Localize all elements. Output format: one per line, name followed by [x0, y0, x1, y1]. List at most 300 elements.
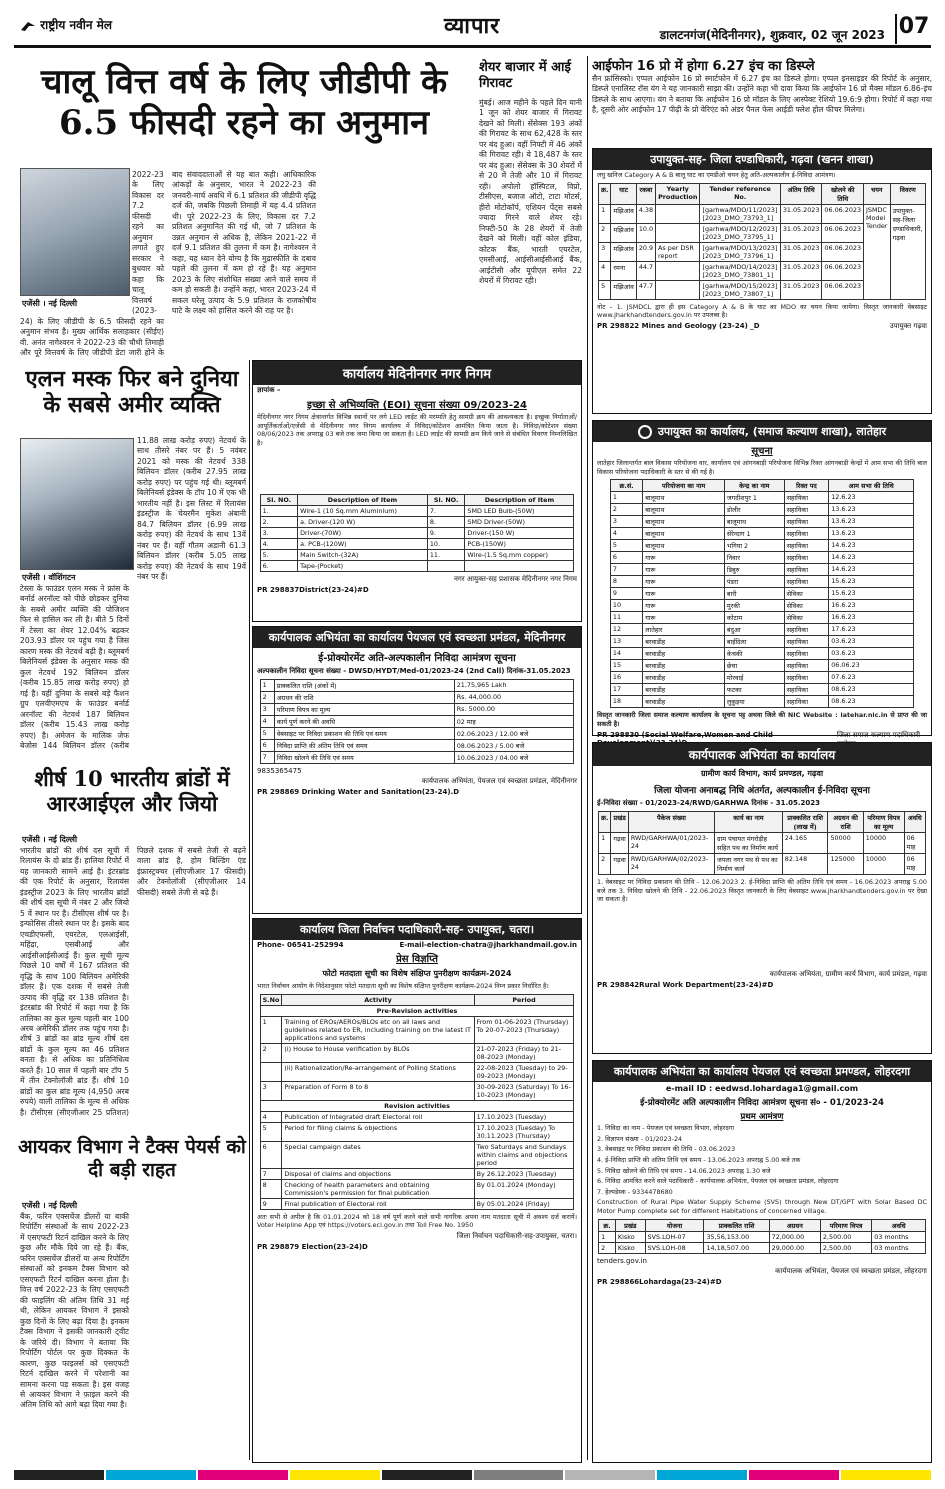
bird-logo-icon: [20, 20, 36, 32]
table-row: [260, 752, 574, 764]
column-header: परिमाण विपत्र का मूल्य: [863, 812, 904, 833]
table-cell: 16.6.23: [829, 600, 914, 612]
photo-spacer: [20, 436, 136, 584]
table-cell: [656, 223, 700, 242]
ad-point: 6. निविदा आमंत्रित करने वाले पदाधिकारी - कार्यपालक अभियंता, पेयजल एवं स्वच्छता प्रमंडल, लोहरदगा: [597, 1177, 839, 1186]
table-cell: जपला नगर पथ से पथ का निर्माण कार्य: [715, 854, 783, 875]
table-cell: 10.: [427, 539, 465, 550]
table-cell: 2: [599, 854, 611, 875]
table-cell: 3: [260, 704, 274, 716]
table-cell: Period for filing claims & objections: [282, 1122, 474, 1141]
table-cell: 17.6.23: [829, 624, 914, 636]
table-cell: कोटाम: [724, 612, 784, 624]
table-cell: (i) House to House verification by BLOs: [282, 1043, 474, 1062]
table-cell: सहायिका: [784, 648, 829, 660]
table-cell: गारू: [643, 600, 725, 612]
table-cell: 15: [610, 660, 642, 672]
ad-website: tenders.gov.in: [597, 1256, 647, 1265]
table-cell: By 01.01.2024 (Monday): [474, 1179, 574, 1198]
table-cell: 11.: [427, 550, 465, 561]
table-cell: 17.10.2023 (Tuesday) To 30.11.2023 (Thursday): [474, 1122, 574, 1141]
column-header: प्रखंड: [611, 812, 628, 833]
table-cell: अग्रधन की राशि: [274, 692, 454, 704]
ad-points: [593, 1123, 931, 1197]
table-cell: 47.7: [636, 280, 655, 299]
table-cell: 2,500.00: [820, 1242, 871, 1253]
table-cell: सहायिका: [784, 528, 829, 540]
table-cell: सहायिका: [784, 624, 829, 636]
table-header: [260, 994, 574, 1005]
table-cell: Publication of Integrated draft Electoral roll: [282, 1111, 474, 1122]
ad-phone: Phone- 06541-252994: [257, 941, 344, 949]
table-cell: बालूमाथ: [643, 540, 725, 552]
gdp-body: [20, 170, 468, 360]
medininagar-ad: [252, 360, 582, 622]
table-cell: By 05.01.2024 (Friday): [474, 1198, 574, 1209]
table-cell: 2: [260, 1043, 282, 1062]
ad-sign: जिला समाज कल्याण पदाधिकारी: [836, 730, 921, 739]
ad-notes: 1. वेबसाइट पर निविदा प्रकाशन की तिथि - 12.06.2023 2. ई-निविदा प्राप्ति की अंतिम तिथि एवं समय - 16.06.2023 अपराह्न 5.00 बजे तक 3. निविदा खोलने की तिथि - 22.06.2023 विस्तृत जानकारी के लिए वेबसाइट www.jharkhandtenders.gov.in पर देखा जा सकता है।: [597, 878, 927, 904]
table-cell: मझिआंव: [611, 223, 636, 242]
color-swatch: [14, 1470, 104, 1480]
scheme-body: [599, 1231, 926, 1253]
table-cell: 17: [610, 684, 642, 696]
table-cell: [427, 561, 465, 572]
ad-point: 1. निविदा का नाम - पेयजल एवं स्वच्छता विभाग, लोहरदगा: [597, 1124, 735, 1132]
column-header: विवरण: [890, 183, 925, 204]
column-header: अंतिम तिथि: [780, 183, 822, 204]
table-cell: [656, 204, 700, 223]
rwd-garhwa-ad: [592, 742, 932, 1054]
table-cell: पंडरा: [724, 576, 784, 588]
table-cell: रमना: [611, 261, 636, 280]
table-cell: 12.6.23: [829, 492, 914, 504]
table-cell: डोलीर: [724, 504, 784, 516]
table-cell: 31.05.2023: [780, 261, 822, 280]
table-cell: 1: [599, 204, 611, 223]
table-cell: मुरकी: [724, 600, 784, 612]
ad-point: 2. विज्ञापन संख्या - 01/2023-24: [597, 1134, 683, 1143]
ad-subtitle: ई-प्रोक्योरमेंट अति-अल्पकालीन निविदा आमंत्रण सूचना: [318, 653, 516, 664]
table-cell: 9: [260, 1198, 282, 1209]
table-row: [260, 1179, 574, 1198]
table-cell: गारू: [643, 612, 725, 624]
table-cell: बरवाडीह: [643, 636, 725, 648]
table-cell: बालूमाथ: [643, 516, 725, 528]
table-cell: From 01-06-2023 (Thursday) To 20-07-2023 (Thursday): [474, 1016, 574, 1043]
table-cell: सहायिका: [784, 492, 829, 504]
table-row: [610, 660, 913, 672]
color-swatch: [565, 1470, 655, 1480]
table-row: [599, 854, 926, 875]
table-cell: 4: [610, 528, 642, 540]
table-cell: 08.6.23: [829, 684, 914, 696]
brands-headline: शीर्ष 10 भारतीय ब्रांडों में आरआईएल और जियो: [34, 766, 230, 817]
table-cell: 08.6.23: [829, 696, 914, 708]
table-cell: 16.6.23: [829, 612, 914, 624]
table-cell: सेरेन्दाग 1: [724, 528, 784, 540]
column-header: क्र.: [599, 183, 611, 204]
ad-letter: ज्ञापांक –: [257, 386, 281, 394]
emblem-icon: [638, 425, 652, 439]
musk-body-text: टेस्ला के फाउंडर एलन मस्क ने फ्रांस के बर्नार्ड अरनॉल्ट को पीछे छोड़कर दुनिया के सबसे अमीर व्यक्ति की पोजिशन फिर से हासिल कर ली है। बीते 5 दिनों में टेस्ला का शेयर 12.04% बढ़कर 203.93 डॉलर पर पहुंच गया है जिस कारण मस्क की नेटवर्थ बढ़ी है। ब्लूमबर्ग बिलेनियर्स इंडेक्स के अनुसार मस्क की कुल नेटवर्थ 192 बिलियन डॉलर (करीब 15.85 लाख करोड़ रुपए) हो गई है। वहीं दुनिया के सबसे बड़े फैशन ग्रुप एलवीएमएच के फाउंडर बर्नार्ड अरनॉल्ट की नेटवर्थ 187 बिलियन डॉलर (करीब 15.43 लाख करोड़ रुपए) है। अमेजन के मालिक जेफ बेजोस 144 बिलियन डॉलर (करीब 11.88 लाख करोड़ रुपए) नेटवर्थ के साथ तीसरे नंबर पर हैं। 5 नवंबर 2021 को मस्क की नेटवर्थ 338 बिलियन डॉलर (करीब 27.95 लाख करोड़ रुपए) पर पहुंच गई थी। ब्लूमबर्ग बिलेनियर्स इंडेक्स के टॉप 10 में एक भी भारतीय नहीं है। इस लिस्ट में रिलायंस इंडस्ट्रीज के चेयरमैन मुकेश अंबानी 84.7 बिलियन डॉलर (6.99 लाख करोड़ रुपए) की नेटवर्थ के साथ 13वें नंबर पर हैं। वहीं गौतम अडानी 61.3 बिलियन डॉलर (करीब 5.05 लाख करोड़ रुपए) की नेटवर्थ के साथ 19वें नंबर पर हैं।: [20, 436, 246, 751]
color-swatch: [841, 1470, 931, 1480]
table-cell: 10000: [863, 854, 904, 875]
table-row: [260, 1168, 574, 1179]
table-cell: 1: [599, 833, 611, 854]
schedule-body: [260, 1005, 574, 1209]
table-cell: गारू: [643, 552, 725, 564]
column-header: S.No: [260, 994, 282, 1005]
table-cell: Main Switch-(32A): [298, 550, 428, 561]
column-header: Period: [474, 994, 574, 1005]
table-row: [610, 516, 913, 528]
masthead-name: राष्ट्रीय नवीन मेल: [40, 18, 113, 32]
color-swatch: [106, 1470, 196, 1480]
column-header: रिक्त पद: [784, 480, 829, 492]
ad-title-bar: [593, 421, 931, 442]
column-header: परिमाण विपत्र: [820, 1219, 871, 1231]
iphone-body: सैन फ्रांसिस्को। एप्पल आईफोन 16 प्रो स्मार्टफोन में 6.27 इंच का डिस्प्ले होगा। एप्पल इनसाइडर की रिपोर्ट के अनुसार, डिस्प्ले एनालिस्ट रॉस यंग ने यह जानकारी साझा की। उन्होंने कहा भी दावा किया कि आईफोन 16 प्रो मैक्स मॉडल 6.86-इंच डिस्प्ले के साथ आएगा। यंग ने बताया कि आईफोन 16 प्रो मॉडल के लिए आस्पेक्ट रेशियो 19.6:9 होगा। रिपोर्ट में कहा गया है, दूसरी ओर आईफोन 17 पीढ़ी के प्रो वेरिएंट को अंडर पैनल फेस आईडी फ्लेश होल फीचर मिलेगा।: [592, 74, 932, 115]
table-row: [260, 1062, 574, 1081]
table-row: [260, 704, 574, 716]
table-cell: Two Saturdays and Sundays within claims and objections period: [474, 1141, 574, 1168]
table-cell: 1: [610, 492, 642, 504]
rwd-body: [599, 833, 926, 875]
print-color-bar: [14, 1470, 931, 1480]
table-cell: सहायिका: [784, 540, 829, 552]
ad-ref: PR 298869 Drinking Water and Sanitation(23-24).D: [257, 788, 460, 796]
table-cell: 13: [610, 636, 642, 648]
table-row: [599, 833, 926, 854]
table-cell: 06 माह: [904, 854, 925, 875]
column-header: योजना: [645, 1219, 704, 1231]
table-cell: 44.7: [636, 261, 655, 280]
table-cell: 5.: [260, 550, 298, 561]
ad-subtitle: प्रेस विज्ञप्ति: [396, 954, 438, 965]
table-cell: 35,56,153.00: [704, 1231, 769, 1242]
table-cell: By 26.12.2023 (Tuesday): [474, 1168, 574, 1179]
table-cell: सहायिका: [784, 504, 829, 516]
section-title: व्यापार: [444, 13, 501, 39]
ghat-body: [599, 204, 926, 299]
table-cell: 7.: [427, 506, 465, 517]
table-cell: निविदा प्राप्ति की अंतिम तिथि एवं समय: [274, 740, 454, 752]
table-cell: वेबसाइट पर निविदा प्रकाशन की तिथि एवं समय: [274, 728, 454, 740]
market-headline: शेयर बाजार में आई गिरावट: [479, 60, 571, 92]
lohardaga-ad: [592, 1060, 932, 1463]
ad-point: 4. ई-निविदा प्राप्ति की अंतिम तिथि एवं समय - 13.06.2023 अपराह्न 5.00 बजे तक: [597, 1155, 801, 1164]
table-cell: Rs. 5000.00: [454, 704, 574, 716]
column-header: प्रखंड: [615, 1219, 645, 1231]
table-cell: 13.6.23: [829, 528, 914, 540]
water-medininagar-ad: [252, 626, 582, 914]
table-row: [260, 1016, 574, 1043]
ad-sign: कार्यपालक अभियंता, ग्रामीण कार्य विभाग, कार्य प्रमंडल, गढ़वा: [769, 970, 927, 978]
ad-ref: PR 298879 Election(23-24)D: [257, 1242, 368, 1251]
table-cell: [465, 561, 574, 572]
table-header: [599, 1219, 926, 1231]
table-cell: 31.05.2023: [780, 242, 822, 261]
table-row: [260, 506, 574, 517]
table-row: [610, 504, 913, 516]
table-row: [260, 528, 574, 539]
table-cell: 9.: [427, 528, 465, 539]
ad-heading: फोटो मतदाता सूची का विशेष संक्षिप्त पुनरीक्षण कार्यक्रम-2024: [322, 969, 512, 978]
table-cell: 2,500.00: [820, 1231, 871, 1242]
table-cell: बारी: [724, 588, 784, 600]
table-cell: 10000: [863, 833, 904, 854]
color-swatch: [749, 1470, 839, 1480]
table-cell: Disposal of claims and objections: [282, 1168, 474, 1179]
scheme-table: [598, 1219, 926, 1254]
ad-footer-row: [593, 321, 931, 332]
table-cell: 5: [610, 540, 642, 552]
table-cell: गढ़वा: [611, 854, 628, 875]
table-cell: डिबुरु: [724, 564, 784, 576]
table-row: [260, 1043, 574, 1062]
table-cell: Wire-(1.5 Sq.mm copper): [465, 550, 574, 561]
table-cell: 82.148: [782, 854, 828, 875]
ad-title: उपायुक्त का कार्यालय, (समाज कल्याण शाखा), लातेहार: [657, 425, 887, 438]
table-row: [260, 1198, 574, 1209]
ad-notes: नोट – 1. JSMDCL द्वारा ही इस Category A & B के घाट का MDO का चयन किया जायेगा। विस्तृत जानकारी वेबसाइट www.jharkhandtenders.gov.in पर उपलब्ध है।: [597, 302, 927, 320]
column-header: कार्य का नाम: [715, 812, 783, 833]
table-cell: 06.06.23: [829, 660, 914, 672]
table-cell: 21,75,965 Lakh: [454, 680, 574, 692]
table-cell: 9: [610, 588, 642, 600]
table-cell: 15.6.23: [829, 576, 914, 588]
table-cell: SMD LED Bulb-(50W): [465, 506, 574, 517]
table-cell: फटका: [724, 684, 784, 696]
table-cell: मझिआंव: [611, 280, 636, 299]
table-cell: 4.38: [636, 204, 655, 223]
table-cell: 2: [260, 692, 274, 704]
table-cell: सहायिका: [784, 636, 829, 648]
table-cell: सेविका: [784, 612, 829, 624]
column-divider: [249, 360, 250, 1460]
table-cell: बाईदिला: [724, 636, 784, 648]
table-cell: गारू: [643, 576, 725, 588]
table-row: [260, 561, 574, 572]
table-section-heading: Pre-Revision activities: [260, 1005, 574, 1016]
column-header: अवधि: [904, 812, 925, 833]
ad-point: 5. निविदा खोलने की तिथि एवं समय - 14.06.2023 अपराह्न 1.30 बजे: [597, 1166, 771, 1175]
table-cell: मोरवाई: [724, 672, 784, 684]
tax-caption: एजेंसी । नई दिल्ली: [22, 1201, 78, 1210]
table-cell: सहायिका: [784, 684, 829, 696]
ad-subtitle-2: प्रथम आमंत्रण: [740, 1112, 784, 1122]
ad-sign: कार्यपालक अभियंता, पेयजल एवं स्वच्छता प्रमंडल, मेदिनीनगर: [421, 777, 577, 785]
table-cell: निविदा खोलने की तिथि एवं समय: [274, 752, 454, 764]
ad-notice: अल्पकालीन निविदा सूचना संख्या - DWSD/HYDT/Med-01/2023-24 (2nd Call) दिनांक-31.05.2023: [257, 667, 571, 675]
table-cell: 02 माह: [454, 716, 574, 728]
table-cell: गारू: [643, 588, 725, 600]
col-header: Description of Item: [465, 495, 574, 506]
table-cell: 06.06.2023: [822, 280, 864, 299]
table-row: [610, 648, 913, 660]
table-cell: Wire-1 (10 Sq.mm Aluminium): [298, 506, 428, 517]
table-row: [610, 528, 913, 540]
ad-title: कार्यपालक अभियंता का कार्यालय: [593, 743, 931, 766]
table-cell: 1: [260, 680, 274, 692]
table-row: [610, 492, 913, 504]
color-swatch: [290, 1470, 380, 1480]
table-cell: SVS.LOH-08: [645, 1242, 704, 1253]
table-cell: 5: [260, 1122, 282, 1141]
table-cell: बरवाडीह: [643, 648, 725, 660]
table-cell: सहायिका: [784, 576, 829, 588]
iphone-headline: आईफोन 16 प्रो में होगा 6.27 इंच का डिस्प्ले: [592, 59, 815, 74]
column-header: घाट: [611, 183, 636, 204]
musk-headline: एलन मस्क फिर बने दुनिया के सबसे अमीर व्यक्ति: [25, 366, 239, 419]
anganwadi-table: [610, 479, 914, 708]
tax-headline: आयकर विभाग ने टैक्स पेयर्स को दी बड़ी राहत: [18, 1136, 246, 1181]
ad-heading: जिला योजना अनाबद्ध निधि अंतर्गत, अल्पकालीन ई-निविदा सूचना: [654, 786, 870, 796]
table-cell: Preparation of Form 8 to 8: [282, 1081, 474, 1100]
table-cell: बालूमाथ: [724, 516, 784, 528]
table-cell: 7: [260, 752, 274, 764]
table-cell: बरवाडीह: [643, 660, 725, 672]
table-cell: बालूमाथ: [643, 492, 725, 504]
table-row: [610, 624, 913, 636]
table-row: [599, 1242, 926, 1253]
table-cell: 5: [599, 280, 611, 299]
table-cell: [garhwa/MDO/13/2023] [2023_DMO_73796_1]: [700, 242, 780, 261]
table-cell: सेविका: [784, 588, 829, 600]
column-header: अग्रधन की राशि: [828, 812, 863, 833]
method-cell: JSMDC Model Tender: [864, 204, 891, 299]
table-cell: सेविका: [784, 600, 829, 612]
ad-body: मेदिनीनगर नगर निगम क्षेत्रान्तर्गत विभिन्न स्थानों पर लगे LED लाईट की मरम्मति हेतु सामग्री क्रय की आवश्यकता है। इच्छुक निर्माताओं/आपूर्तिकर्ताओं/एजेंसी से मेदिनीनगर नगर निगम कार्यालय में निविदा/कोटेशन आमंत्रित किया जाता है। निविदा/कोटेशन संख्या 08/06/2023 तक अपराह्न 03 बजे तक जमा किया जा सकता है। LED लाईट की सामग्री क्रय किये जाने से संबंधित विवरण निम्नलिखित है।: [257, 413, 577, 447]
gdp-caption: एजेंसी । नई दिल्ली: [22, 299, 78, 308]
table-cell: सहायिका: [784, 552, 829, 564]
ad-notice: ई-निविदा संख्या - 01/2023-24/RWD/GARHWA दिनांक - 31.05.2023: [597, 799, 820, 807]
desc-cell: उपायुक्त-सह-जिला दण्डाधिकारी, गढ़वा: [890, 204, 925, 299]
table-cell: 10: [610, 600, 642, 612]
table-cell: 1: [260, 1016, 282, 1043]
table-row: [610, 540, 913, 552]
table-cell: a. Driver-(120 W): [298, 517, 428, 528]
tax-body: बैंक, फरिन एक्सचेंज डीलरों या बाकी रिपोर्टिंग संस्थाओं के साथ 2022-23 में एसएफटी रिटर्न दाखिल करने के लिए कुछ और मौके दिये जा रहे हैं। बैंक, फरिन एक्सचेंज डीलरों या अन्य रिपोर्टिंग संस्थाओं को इनकम टैक्स विभाग को एसएफटी रिटर्न दाखिल करना होता है। वित्त वर्ष 2022-23 के लिए एसएफटी की फाइलिंग की अंतिम तिथि 31 मई थी, लेकिन आयकर विभाग ने इसको कुछ दिनों के लिए बढ़ा दिया है। इनकम टैक्स विभाग ने इसकी जानकारी ट्वीट के जरिये दी। विभाग ने बताया कि रिपोर्टिंग पोर्टल पर कुछ दिक्कत के कारण, कुछ फाइलर्स को एसएफटी रिटर्न दाखिल करने में परेशानी का सामना करना पड़ सकता है। इस वजह से आयकर विभाग ने फ़ाइल करने की अंतिम तिथि को आगे बढ़ा दिया गया है।: [20, 1212, 129, 1410]
table-cell: [656, 280, 700, 299]
page-number: 07: [895, 14, 931, 44]
table-cell: 03.6.23: [829, 636, 914, 648]
table-cell: 16: [610, 672, 642, 684]
ad-contact: 9835365475: [257, 767, 302, 775]
color-swatch: [474, 1470, 564, 1480]
ad-sign: कार्यपालक अभियंता, पेयजल एवं स्वच्छता प्रमंडल, लोहरदगा: [775, 1266, 927, 1275]
table-cell: 31.05.2023: [780, 223, 822, 242]
table-cell: 13.6.23: [829, 516, 914, 528]
table-cell: बालूमाथ: [643, 528, 725, 540]
table-cell: 5: [260, 728, 274, 740]
garhwa-mining-ad: [592, 148, 932, 414]
table-cell: 4: [260, 1111, 282, 1122]
gdp-body-text: 2022-23 के लिए विकास दर 7.2 फीसदी रहने का अनुमान लगाते हुए सरकार ने बुधवार को कहा कि चालू वित्तवर्ष (2023-24) के लिए जीडीपी के 6.5 फीसदी रहने का अनुमान संभव है। मुख्य आर्थिक सलाहकार (सीईए) वी. अनंत नागेश्वरन ने 2022-23 की चौथी तिमाही और पूरे वित्तवर्ष के लिए जीडीपी डेटा जारी होने के बाद संवाददाताओं से यह बात कही। आधिकारिक आंकड़ों के अनुसार, भारत ने 2022-23 की जनवरी-मार्च अवधि में 6.1 प्रतिशत की जीडीपी वृद्धि दर्ज की, जबकि पिछली तिमाही में यह 4.4 प्रतिशत थी। पूरे 2022-23 के लिए, विकास दर 7.2 प्रतिशत अनुमानित की गई थी, जो 7 प्रतिशत के उन्नत अनुमान से अधिक है, लेकिन 2021-22 में दर्ज 9.1 प्रतिशत की तुलना में कम है। नागेश्वरन ने कहा, यह ध्यान देने योग्य है कि मुद्रास्फीति के दबाव पहले की तुलना में कम हो रहे हैं। यह अनुमान 2023 के लिए संशोधित संख्या आने वाले समय में कम हो सकती है। उन्होंने कहा, भारत 2023-24 में सकल घरेलू उत्पाद के 5.9 प्रतिशत के राजकोषीय घाटे के लक्ष्य को हासिल करने की राह पर है।: [20, 170, 316, 357]
rwd-table: [598, 811, 926, 875]
table-cell: 06.06.2023: [822, 242, 864, 261]
table-cell: 03 months: [872, 1231, 926, 1242]
ghat-table: [598, 183, 926, 300]
table-cell: Rs. 44,000.00: [454, 692, 574, 704]
gdp-headline: चालू वित्त वर्ष के लिए जीडीपी के 6.5 फीसदी रहने का अनुमान: [40, 62, 448, 143]
table-cell: 30-09-2023 (Saturday) To 16-10-2023 (Monday): [474, 1081, 574, 1100]
table-row: [260, 716, 574, 728]
table-cell: 3: [260, 1081, 282, 1100]
col-header: Sl. NO.: [427, 495, 465, 506]
column-header: Yearly Production: [656, 183, 700, 204]
table-cell: 8: [260, 1179, 282, 1198]
table-cell: 17.10.2023 (Tuesday): [474, 1111, 574, 1122]
table-cell: सहायिका: [784, 696, 829, 708]
table-cell: लुकुइया: [724, 696, 784, 708]
column-header: परियोजना का नाम: [643, 480, 725, 492]
table-cell: 22-08-2023 (Tuesday) to 29-09-2023 (Monday): [474, 1062, 574, 1081]
table-cell: बंदुआ: [724, 624, 784, 636]
table-row: [610, 684, 913, 696]
table-row: [610, 600, 913, 612]
col-header: Description of Item: [298, 495, 428, 506]
table-cell: 29,000.00: [769, 1242, 820, 1253]
table-cell: प्राक्कलित राशि (अंकों में): [274, 680, 454, 692]
table-cell: 72,000.00: [769, 1231, 820, 1242]
table-cell: 31.05.2023: [780, 280, 822, 299]
table-cell: 20.9: [636, 242, 655, 261]
table-cell: (ii) Rationalization/Re-arrangement of Polling Stations: [282, 1062, 474, 1081]
table-row: [260, 1111, 574, 1122]
table-row: [260, 740, 574, 752]
table-cell: 03.6.23: [829, 648, 914, 660]
musk-caption: एजेंसी । वॉशिंगटन: [22, 573, 76, 582]
table-cell: सहायिका: [784, 672, 829, 684]
ad-ref: PR 298822 Mines and Geology (23-24) _D: [597, 321, 760, 330]
table-cell: 2: [599, 223, 611, 242]
ad-contact-row: [253, 940, 581, 950]
table-cell: सहायिका: [784, 564, 829, 576]
table-cell: 15.6.23: [829, 588, 914, 600]
table-cell: 24.165: [782, 833, 828, 854]
anganwadi-body: [610, 492, 913, 708]
color-swatch: [198, 1470, 288, 1480]
column-divider: [587, 56, 588, 1460]
ad-point: 3. वेबसाइट पर निविदा प्रकाशन की तिथि - 03.06.2023: [597, 1145, 736, 1154]
ad-title: उपायुक्त-सह- जिला दण्डाधिकारी, गढ़वा (खनन शाखा): [593, 149, 931, 170]
ad-title: कार्यपालक अभियंता का कार्यालय पेयजल एवं स्वच्छता प्रमंडल, मेदिनीनगर: [253, 627, 581, 648]
table-row: [610, 696, 913, 708]
ad-email: e-mail ID : eedwsd.lohardaga1@gmail.com: [665, 1084, 859, 1093]
table-cell: मझिआंव: [611, 204, 636, 223]
table-section-heading: Revision activities: [260, 1100, 574, 1111]
table-cell: 06.06.2023: [822, 204, 864, 223]
ad-sign: उपायुक्त गढ़वा: [889, 321, 927, 330]
ad-subtitle: ई-प्रोक्योरमेंट अति अल्पकालीन निविदा आमंत्रण सूचना सं० - 01/2023-24: [640, 1098, 884, 1108]
table-cell: [garhwa/MDO/14/2023] [2023_DMO_73801_1]: [700, 261, 780, 280]
table-row: [260, 550, 574, 561]
column-header: केन्द्र का नाम: [724, 480, 784, 492]
table-cell: 4: [599, 261, 611, 280]
table-cell: RWD/GARHWA/01/2023-24: [628, 833, 714, 854]
table-cell: लातेहार: [643, 624, 725, 636]
table-cell: छेचा: [724, 660, 784, 672]
table-cell: PCB-(150W): [465, 539, 574, 550]
table-cell: 06.06.2023: [822, 223, 864, 242]
table-row: [610, 672, 913, 684]
column-header: आम सभा की तिथि: [829, 480, 914, 492]
table-cell: निवार: [724, 552, 784, 564]
table-cell: 6: [610, 552, 642, 564]
column-header: Tender reference No.: [700, 183, 780, 204]
